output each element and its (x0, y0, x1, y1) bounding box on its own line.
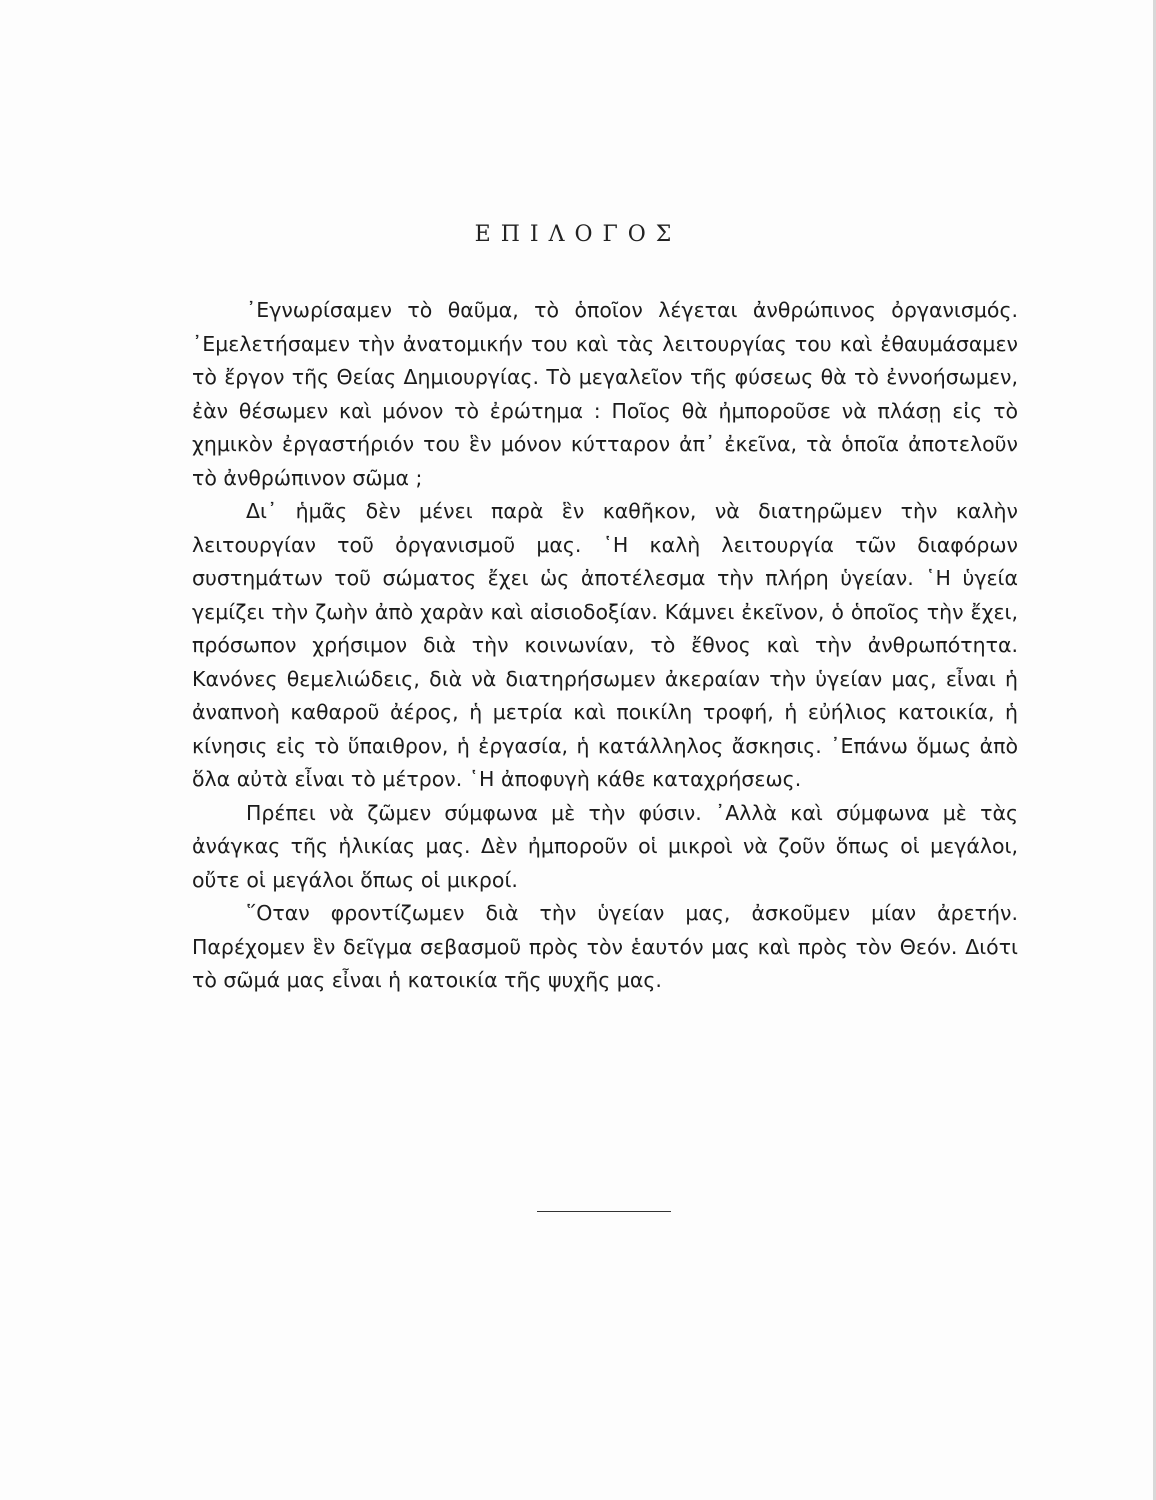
end-divider (537, 1211, 671, 1212)
epilogue-text (192, 294, 1018, 998)
paragraph: Δι᾿ ἡμᾶς δὲν μένει παρὰ ἓν καθῆκον, νὰ διατηρῶμεν τὴν καλὴν λειτουργίαν τοῦ ὀργανισμοῦ μας. ῾Η καλὴ λειτουργία τῶν διαφόρων συστημάτων τοῦ σώματος ἔχει ὡς ἀποτέλεσμα τὴν πλήρη ὑγείαν. ῾Η ὑγεία γεμίζει τὴν ζωὴν ἀπὸ χαρὰν καὶ αἰσιοδοξίαν. Κάμνει ἐκεῖνον, ὁ ὁποῖος τὴν ἔχει, πρόσωπον χρήσιμον διὰ τὴν κοινωνίαν, τὸ ἔθνος καὶ τὴν ἀνθρωπότητα. Κανόνες θεμελιώδεις, διὰ νὰ διατηρήσωμεν ἀκεραίαν τὴν ὑγείαν μας, εἶναι ἡ ἀναπνοὴ καθαροῦ ἀέρος, ἡ μετρία καὶ ποικίλη τροφή, ἡ εὐήλιος κατοικία, ἡ κίνησις εἰς τὸ ὕπαιθρον, ἡ ἐργασία, ἡ κατάλληλος ἄσκησις. ᾿Επάνω ὅμως ἀπὸ ὅλα αὐτὰ εἶναι τὸ μέτρον. ῾Η ἀποφυγὴ κάθε καταχρήσεως. (192, 499, 1018, 791)
paragraph: ᾿Εγνωρίσαμεν τὸ θαῦμα, τὸ ὁποῖον λέγεται ἀνθρώπινος ὀργανισμός. ᾿Εμελετήσαμεν τὴν ἀνατομικήν του καὶ τὰς λειτουργίας του καὶ ἐθαυμάσαμεν τὸ ἔργον τῆς Θείας Δημιουργίας. Τὸ μεγαλεῖον τῆς φύσεως θὰ τὸ ἐννοήσωμεν, ἐὰν θέσωμεν καὶ μόνον τὸ ἐρώτημα : Ποῖος θὰ ἠμποροῦσε νὰ πλάσῃ εἰς τὸ χημικὸν ἐργαστήριόν του ἓν μόνον κύτταρον ἀπ᾿ ἐκεῖνα, τὰ ὁποῖα ἀποτελοῦν τὸ ἀνθρώπινον σῶμα ; (192, 298, 1018, 490)
chapter-title: ΕΠΙΛΟΓΟΣ (474, 222, 682, 247)
paragraph: ῞Οταν φροντίζωμεν διὰ τὴν ὑγείαν μας, ἀσκοῦμεν μίαν ἀρετήν. Παρέχομεν ἓν δεῖγμα σεβασμοῦ πρὸς τὸν ἑαυτόν μας καὶ πρὸς τὸν Θεόν. Διότι τὸ σῶμά μας εἶναι ἡ κατοικία τῆς ψυχῆς μας. (192, 901, 1018, 992)
paragraph: Πρέπει νὰ ζῶμεν σύμφωνα μὲ τὴν φύσιν. ᾿Αλλὰ καὶ σύμφωνα μὲ τὰς ἀνάγκας τῆς ἡλικίας μας. Δὲν ἠμποροῦν οἱ μικροὶ νὰ ζοῦν ὅπως οἱ μεγάλοι, οὔτε οἱ μεγάλοι ὅπως οἱ μικροί. (192, 800, 1018, 892)
